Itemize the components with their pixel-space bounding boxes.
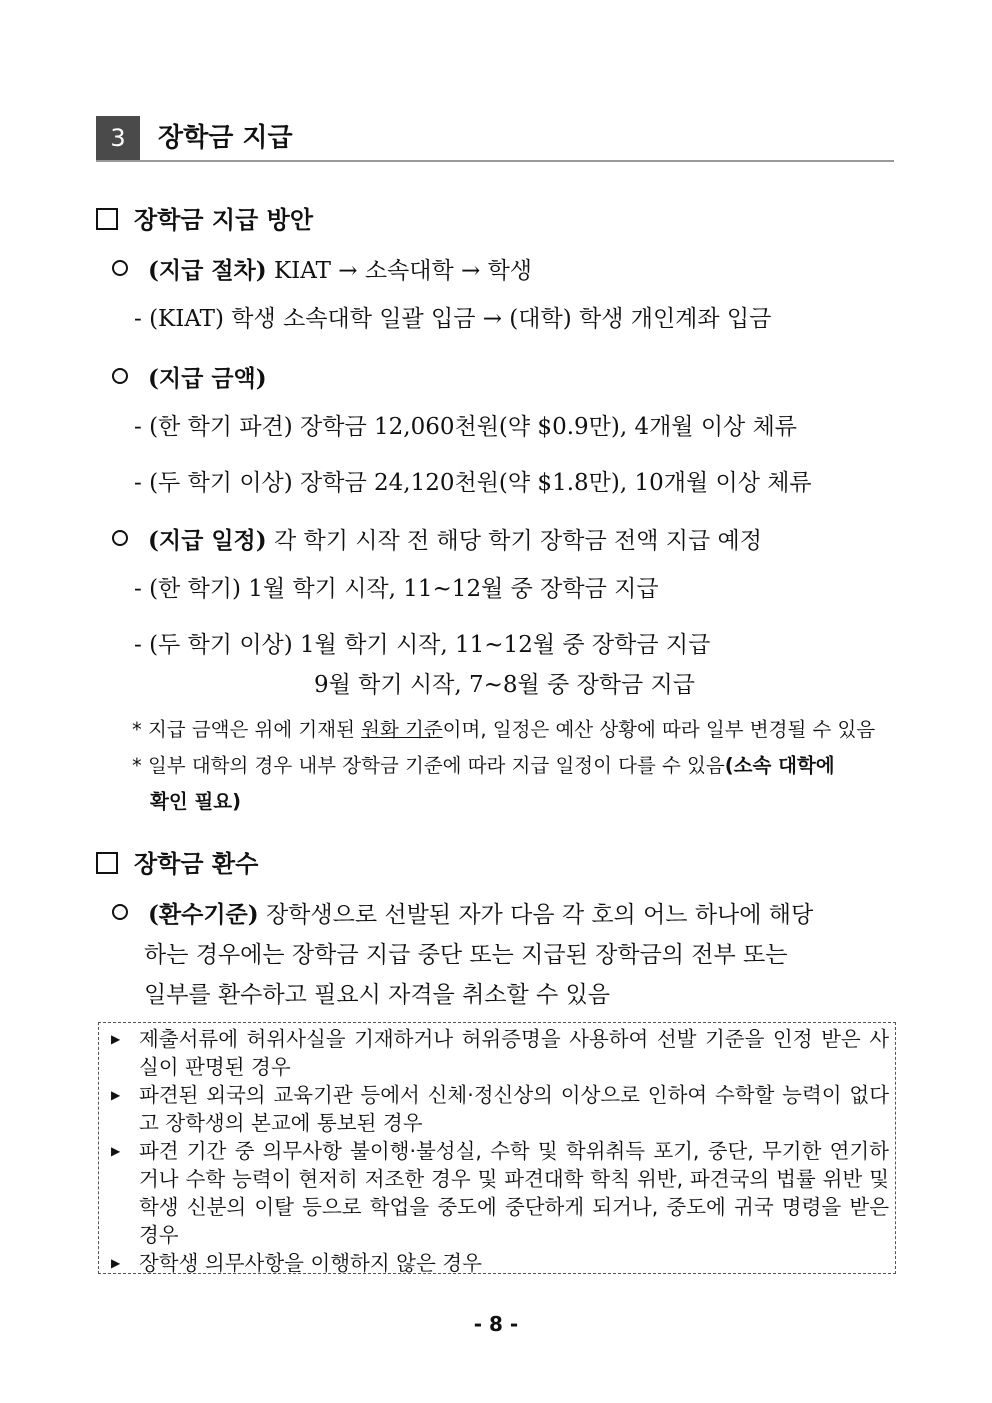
refund-conditions-box xyxy=(98,1022,896,1274)
page-number: - 8 - xyxy=(473,1312,519,1336)
note-2-continued: 확인 필요) xyxy=(150,790,242,813)
payment-heading xyxy=(96,200,313,235)
refund-condition-item xyxy=(111,1137,889,1249)
refund-criteria-label: (환수기준) xyxy=(148,901,259,928)
circle-bullet-icon xyxy=(112,904,128,920)
procedure-text: KIAT → 소속대학 → 학생 xyxy=(273,258,533,284)
section-title: 장학금 지급 xyxy=(158,123,293,153)
procedure-item xyxy=(112,252,532,285)
schedule-text: 각 학기 시작 전 해당 학기 장학금 전액 지급 예정 xyxy=(273,528,762,554)
section-number: 3 xyxy=(96,116,140,160)
procedure-detail: - (KIAT) 학생 소속대학 일괄 입금 → (대학) 학생 개인계좌 입금 xyxy=(134,306,772,332)
note-2-bold: (소속 대학에 xyxy=(724,754,835,777)
payment-heading-text: 장학금 지급 방안 xyxy=(134,205,313,234)
amount-line-1: - (한 학기 파견) 장학금 12,060천원(약 $0.9만), 4개월 이상 체류 xyxy=(134,414,798,440)
note-1 xyxy=(132,714,875,742)
triangle-bullet-icon: ▶ xyxy=(111,1088,121,1102)
schedule-line-2: - (두 학기 이상) 1월 학기 시작, 11~12월 중 장학금 지급 xyxy=(134,632,711,658)
triangle-bullet-icon: ▶ xyxy=(111,1256,121,1270)
amount-item xyxy=(112,360,267,393)
refund-criteria-line-2: 하는 경우에는 장학금 지급 중단 또는 지급된 장학금의 전부 또는 xyxy=(144,942,788,968)
schedule-line-1: - (한 학기) 1월 학기 시작, 11~12월 중 장학금 지급 xyxy=(134,576,659,602)
refund-criteria xyxy=(112,896,813,929)
note-1-underline: 원화 기준 xyxy=(361,718,443,741)
note-1-post: 이며, 일정은 예산 상황에 따라 일부 변경될 수 있음 xyxy=(442,718,876,741)
note-2-text: * 일부 대학의 경우 내부 장학금 기준에 따라 지급 일정이 다를 수 있음 xyxy=(132,754,725,777)
refund-condition-text: 파견된 외국의 교육기관 등에서 신체·정신상의 이상으로 인하여 수학할 능력이 없다고 장학생의 본교에 통보된 경우 xyxy=(139,1083,889,1135)
refund-heading xyxy=(96,844,258,879)
circle-bullet-icon xyxy=(112,260,128,276)
circle-bullet-icon xyxy=(112,530,128,546)
procedure-label: (지급 절차) xyxy=(148,257,267,284)
refund-condition-item xyxy=(111,1081,889,1137)
checkbox-square-icon xyxy=(96,208,118,230)
refund-condition-item xyxy=(111,1025,889,1081)
amount-label: (지급 금액) xyxy=(148,365,267,392)
refund-condition-text: 장학생 의무사항을 이행하지 않은 경우 xyxy=(139,1251,482,1275)
circle-bullet-icon xyxy=(112,368,128,384)
amount-line-2: - (두 학기 이상) 장학금 24,120천원(약 $1.8만), 10개월 이상 체류 xyxy=(134,470,812,496)
schedule-line-3: 9월 학기 시작, 7~8월 중 장학금 지급 xyxy=(314,672,695,698)
refund-condition-text: 파견 기간 중 의무사항 불이행·불성실, 수학 및 학위취득 포기, 중단, 무기한 연기하거나 수학 능력이 현저히 저조한 경우 및 파견대학 학칙 위반, 파견국의 법률 위반 및 학생 신분의 이탈 등으로 학업을 중도에 중단하게 되거나, 중도에 귀국 명령을 받은 경우 xyxy=(139,1139,889,1247)
section-header xyxy=(96,116,894,162)
schedule-item xyxy=(112,522,762,555)
triangle-bullet-icon: ▶ xyxy=(111,1032,121,1046)
schedule-label: (지급 일정) xyxy=(148,527,267,554)
refund-condition-text: 제출서류에 허위사실을 기재하거나 허위증명을 사용하여 선발 기준을 인정 받은 사실이 판명된 경우 xyxy=(139,1027,889,1079)
note-1-pre: * 지급 금액은 위에 기재된 xyxy=(132,718,362,741)
refund-criteria-line-3: 일부를 환수하고 필요시 자격을 취소할 수 있음 xyxy=(144,982,611,1008)
refund-condition-item xyxy=(111,1249,889,1277)
note-2 xyxy=(132,750,835,778)
checkbox-square-icon xyxy=(96,852,118,874)
refund-heading-text: 장학금 환수 xyxy=(134,849,259,878)
refund-criteria-line-1: 장학생으로 선발된 자가 다음 각 호의 어느 하나에 해당 xyxy=(265,902,814,928)
triangle-bullet-icon: ▶ xyxy=(111,1144,121,1158)
